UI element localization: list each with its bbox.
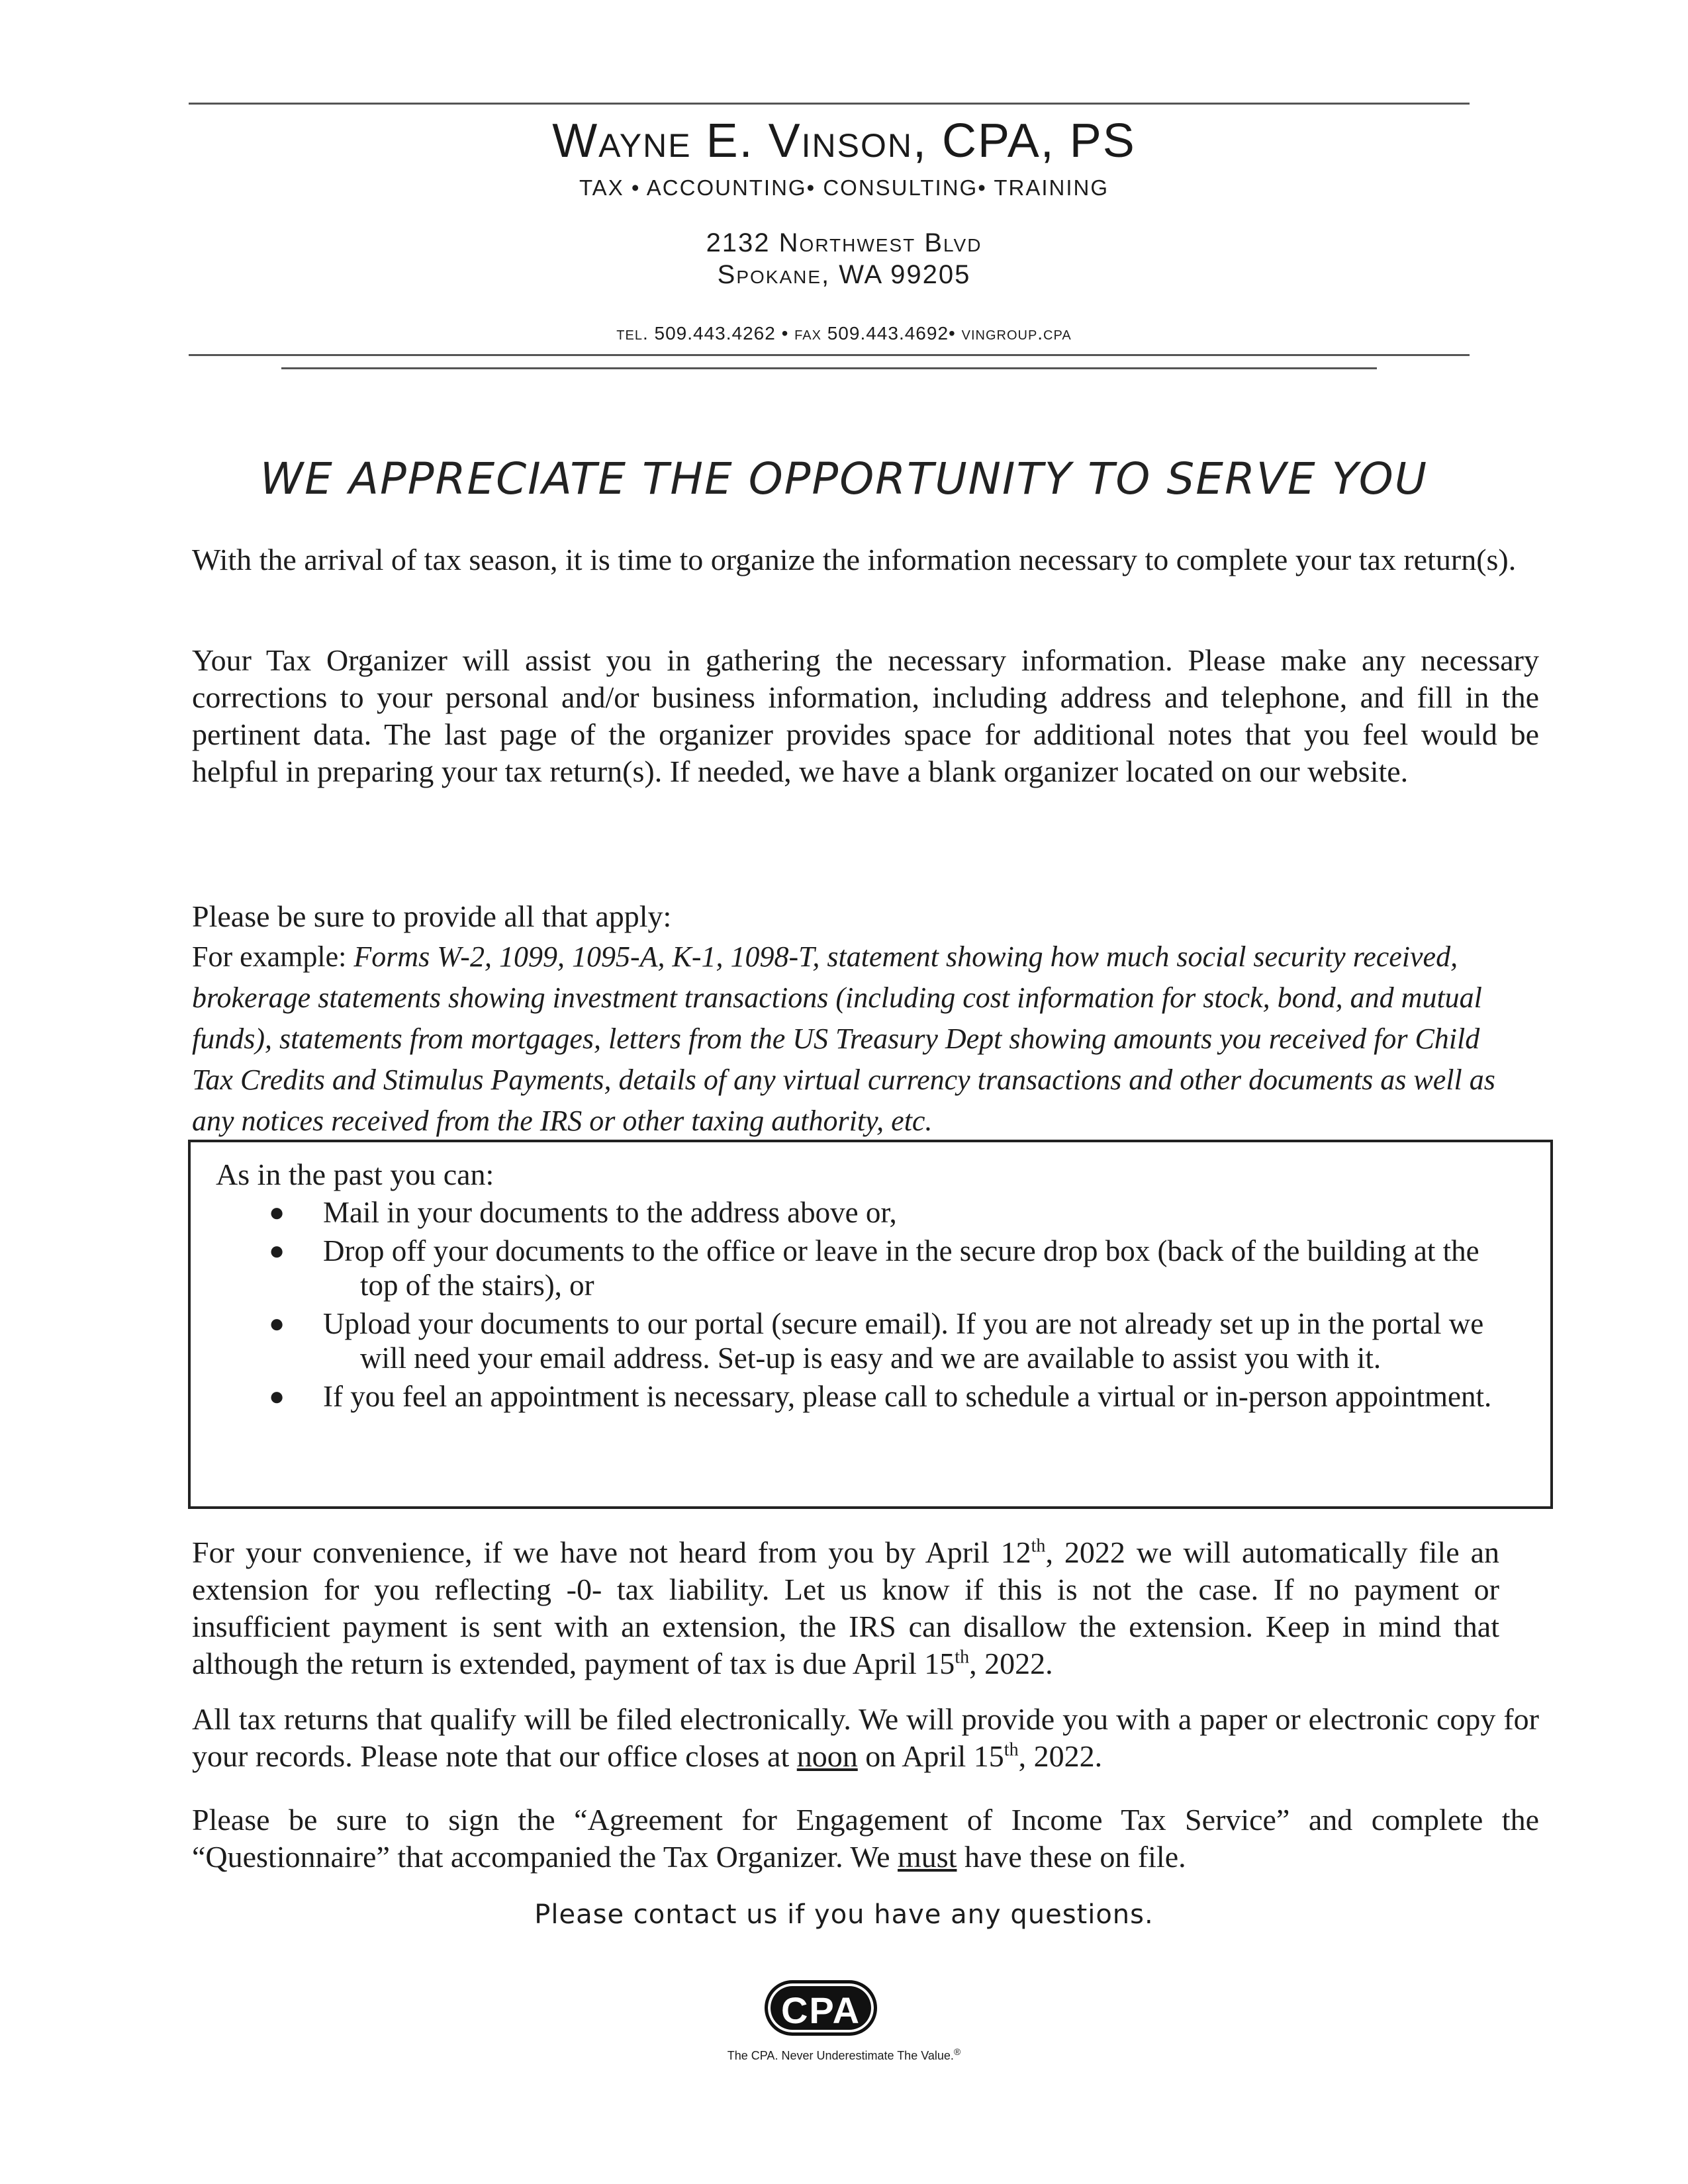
extension-paragraph bbox=[192, 1534, 1499, 1682]
bullet-icon: ● bbox=[269, 1236, 285, 1265]
list-item bbox=[250, 1195, 1508, 1230]
agreement-part-2: have these on file. bbox=[957, 1840, 1186, 1874]
examples-label: For example: bbox=[192, 940, 347, 973]
extension-part-2: , 2022 we will automatically file an extension for you reflecting -0- tax liability. Let us know if this is not the case. If no payment or insufficient payment is sent with an extension, the IRS can disallow the extension. Keep in mind that although the return is extended, payment of tax is due April 15 bbox=[192, 1535, 1499, 1680]
address-line-1: 2132 Northwest Blvd bbox=[706, 228, 982, 257]
option-text: Mail in your documents to the address above or, bbox=[323, 1196, 897, 1229]
option-text: Upload your documents to our portal (secure email). If you are not already set up in the portal we will need your email address. Set-up is easy and we are available to assist you with it. bbox=[323, 1307, 1484, 1375]
extension-part-3: , 2022. bbox=[969, 1647, 1053, 1680]
options-title: As in the past you can: bbox=[216, 1158, 494, 1191]
tagline-text: The CPA. Never Underestimate The Value. bbox=[727, 2049, 954, 2062]
electronic-text bbox=[192, 1701, 1539, 1775]
header-rule-2 bbox=[281, 367, 1377, 369]
electronic-part-2: on April 15 bbox=[857, 1739, 1004, 1773]
list-item bbox=[250, 1306, 1508, 1375]
electronic-underlined: noon bbox=[796, 1739, 858, 1773]
firm-name: Wayne E. Vinson, CPA, PS bbox=[552, 114, 1136, 167]
agreement-underlined: must bbox=[898, 1840, 957, 1874]
electronic-filing-paragraph bbox=[192, 1701, 1539, 1775]
bullet-icon: ● bbox=[269, 1381, 285, 1411]
top-rule bbox=[189, 103, 1470, 105]
address-line-2: Spokane, WA 99205 bbox=[717, 260, 971, 289]
examples-body: Forms W-2, 1099, 1095-A, K-1, 1098-T, statement showing how much social security received, brokerage statements showing investment transactions (including cost information for stock, bond, and mutual funds), statements from mortgages, letters from the US Treasury Dept showing amounts you received for Child Tax Credits and Stimulus Payments, details of any virtual currency transactions and other documents as well as any notices received from the IRS or other taxing authority, etc. bbox=[192, 940, 1495, 1137]
contact-line: tel. 509.443.4262 • fax 509.443.4692• vingroup.cpa bbox=[616, 323, 1072, 343]
intro-paragraph bbox=[192, 541, 1539, 578]
delivery-options-box bbox=[188, 1140, 1553, 1509]
trademark-symbol: ® bbox=[953, 2046, 961, 2057]
option-text: Drop off your documents to the office or leave in the secure drop box (back of the building at the top of the stairs), or bbox=[323, 1234, 1479, 1302]
examples-section bbox=[192, 897, 1516, 1142]
firm-services: TAX • ACCOUNTING• CONSULTING• TRAINING bbox=[579, 175, 1109, 200]
electronic-part-3: , 2022. bbox=[1018, 1739, 1103, 1773]
extension-text bbox=[192, 1534, 1499, 1682]
option-text: If you feel an appointment is necessary, please call to schedule a virtual or in-person appointment. bbox=[323, 1380, 1492, 1413]
extension-part-1: For your convenience, if we have not heard from you by April 12 bbox=[192, 1535, 1031, 1569]
extension-sup-2: th bbox=[955, 1647, 970, 1668]
bullet-icon: ● bbox=[269, 1308, 285, 1338]
agreement-text bbox=[192, 1801, 1539, 1876]
examples-lead: Please be sure to provide all that apply: bbox=[192, 899, 672, 933]
options-list bbox=[250, 1195, 1508, 1418]
cpa-logo bbox=[765, 1980, 877, 2036]
intro-text: With the arrival of tax season, it is time to organize the information necessary to complete your tax return(s). bbox=[192, 543, 1517, 576]
agreement-paragraph bbox=[192, 1801, 1539, 1876]
list-item bbox=[250, 1379, 1508, 1414]
electronic-part-1: All tax returns that qualify will be filed electronically. We will provide you with a paper or electronic copy for your records. Please note that our office closes at bbox=[192, 1702, 1539, 1773]
organizer-paragraph bbox=[192, 642, 1539, 790]
organizer-text: Your Tax Organizer will assist you in gathering the necessary information. Please make any necessary corrections to your personal and/or business information, including address and telephone, and fill in the pertinent data. The last page of the organizer provides space for additional notes that you feel would be helpful in preparing your tax return(s). If needed, we have a blank organizer located on our website. bbox=[192, 643, 1539, 788]
header-rule-1 bbox=[189, 354, 1470, 356]
agreement-part-1: Please be sure to sign the “Agreement for Engagement of Income Tax Service” and complete the “Questionnaire” that accompanied the Tax Organizer. We bbox=[192, 1803, 1539, 1874]
cpa-tagline bbox=[0, 2046, 1688, 2063]
closing-line: Please contact us if you have any questions. bbox=[534, 1899, 1154, 1930]
headline: WE APPRECIATE THE OPPORTUNITY TO SERVE YOU bbox=[259, 453, 1429, 504]
cpa-logo-text: CPA bbox=[780, 1989, 861, 2031]
electronic-sup: th bbox=[1004, 1739, 1019, 1760]
list-item bbox=[250, 1234, 1508, 1302]
extension-sup-1: th bbox=[1031, 1535, 1046, 1557]
bullet-icon: ● bbox=[269, 1197, 285, 1227]
